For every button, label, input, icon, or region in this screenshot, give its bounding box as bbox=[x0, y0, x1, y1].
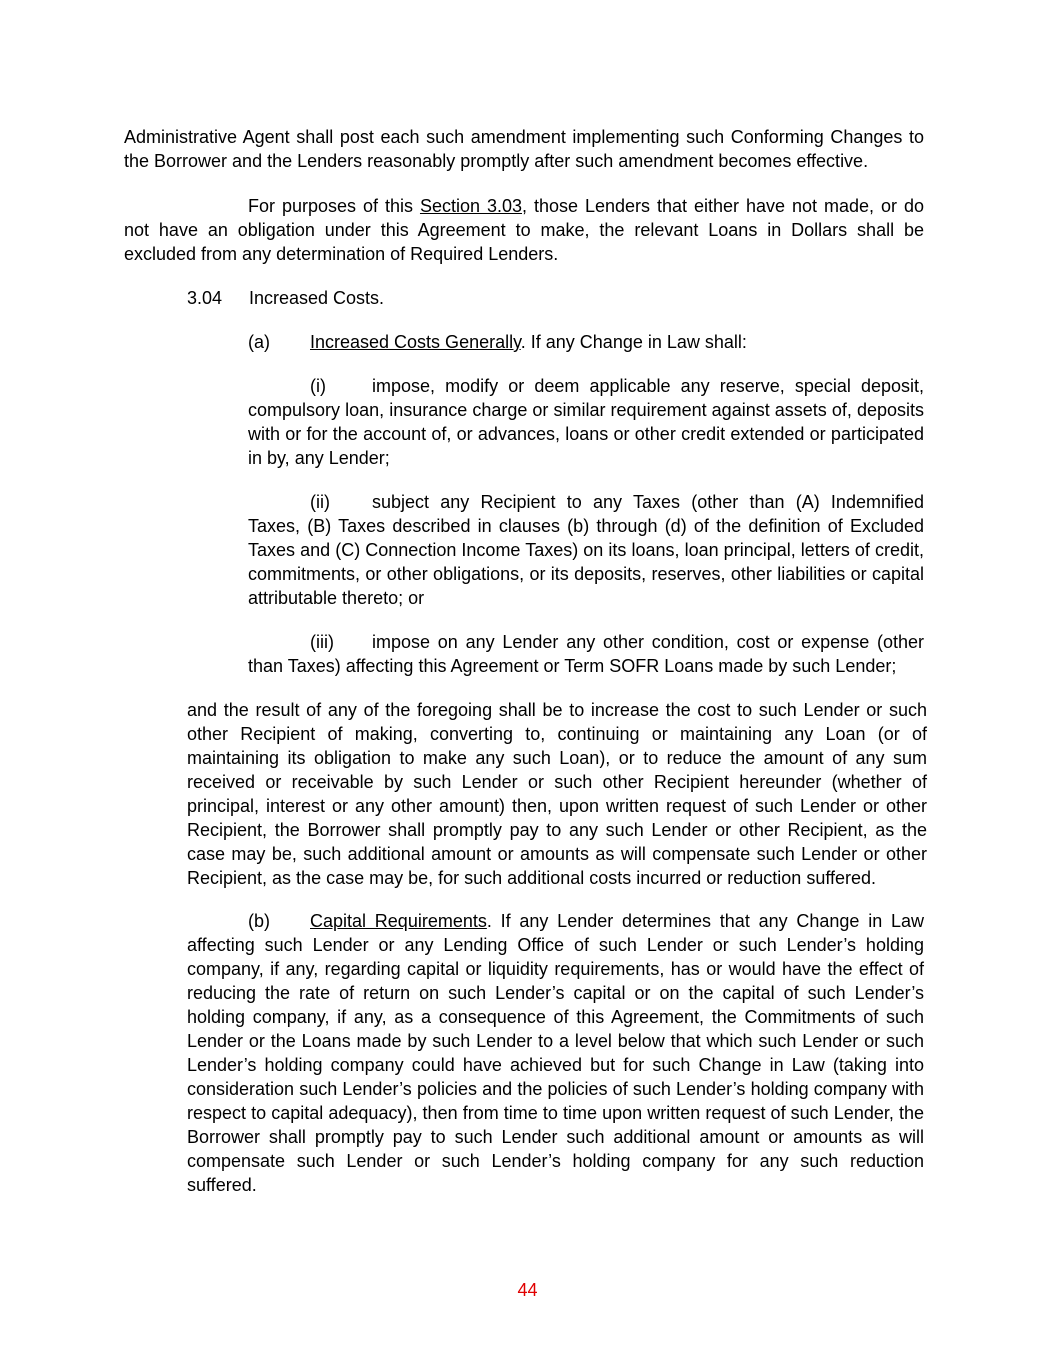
paragraph-section-303 bbox=[124, 194, 924, 266]
subsection-a-heading: Increased Costs Generally bbox=[310, 332, 521, 352]
p2-text-after: , those Lenders that either have not made, or do not have an obligation under this Agreement to make, the relevant Loans in Dollars shall be excluded from any determination of Required Lenders. bbox=[124, 196, 925, 264]
section-reference-link: Section 3.03 bbox=[419, 196, 523, 216]
clause-i bbox=[248, 374, 924, 470]
subsection-a-text: . If any Change in Law shall: bbox=[520, 332, 747, 352]
subsection-b-text: . If any Lender determines that any Change in Law affecting such Lender or any Lending Office of such Lender or such Lender’s holding company, if any, regarding capital or liquidity requirements, has or would have the effect of reducing the rate of return on such Lender’s capital or on the capital of such Lender’s holding company, if any, as a consequence of this Agreement, the Commitments of such Lender or the Loans made by such Lender to a level below that which such Lender or such Lender’s holding company could have achieved but for such Change in Law (taking into consideration such Lender’s policies and the policies of such Lender’s holding company with respect to capital adequacy), then from time to time upon written request of such Lender, the Borrower shall promptly pay to such Lender such additional amount or amounts as will compensate such Lender or such Lender’s holding company for any such reduction suffered. bbox=[187, 911, 924, 1195]
clause-iii-text: impose on any Lender any other condition, cost or expense (other than Taxes) affecting this Agreement or Term SOFR Loans made by such Lender; bbox=[248, 632, 924, 676]
subsection-b bbox=[187, 909, 924, 1197]
subsection-b-label: (b) bbox=[248, 911, 270, 931]
subsection-a-label: (a) bbox=[248, 332, 270, 352]
section-number: 3.04 bbox=[187, 288, 223, 308]
p2-text-before: For purposes of this bbox=[248, 196, 420, 216]
clause-iii bbox=[248, 630, 924, 678]
clause-i-text: impose, modify or deem applicable any reserve, special deposit, compulsory loan, insurance charge or similar requirement against assets of, deposits with or for the account of, or advances, loans or other credit extended or participated in by, any Lender; bbox=[248, 376, 924, 468]
clause-ii-text: subject any Recipient to any Taxes (other than (A) Indemnified Taxes, (B) Taxes described in clauses (b) through (d) of the definition of Excluded Taxes and (C) Connection Income Taxes) on its loans, loan principal, letters of credit, commitments, or other obligations, or its deposits, reserves, other liabilities or capital attributable thereto; or bbox=[248, 492, 924, 608]
clause-ii-label: (ii) bbox=[310, 492, 330, 512]
section-title: Increased Costs. bbox=[249, 288, 385, 308]
subsection-a bbox=[248, 330, 928, 354]
paragraph-conforming-changes: Administrative Agent shall post each such amendment implementing such Conforming Changes to the Borrower and the Lenders reasonably promptly after such amendment becomes effective. bbox=[124, 127, 924, 171]
paragraph-result: and the result of any of the foregoing shall be to increase the cost to such Lender or such other Recipient of making, converting to, continuing or maintaining any Loan (or of maintaining its obligation to make any such Loan), or to reduce the amount of any sum received or receivable by such Lender or such other Recipient hereunder (whether of principal, interest or any other amount) then, upon written request of such Lender or other Recipient, the Borrower shall promptly pay to any such Lender or other Recipient, as the case may be, such additional amount or amounts as will compensate such Lender or other Recipient, as the case may be, for such additional costs incurred or reduction suffered. bbox=[187, 700, 927, 888]
section-heading-304 bbox=[187, 286, 927, 310]
clause-i-label: (i) bbox=[310, 376, 326, 396]
subsection-b-heading: Capital Requirements bbox=[310, 911, 487, 931]
clause-ii bbox=[248, 490, 924, 610]
page-number: 44 bbox=[517, 1280, 538, 1300]
clause-iii-label: (iii) bbox=[310, 632, 334, 652]
